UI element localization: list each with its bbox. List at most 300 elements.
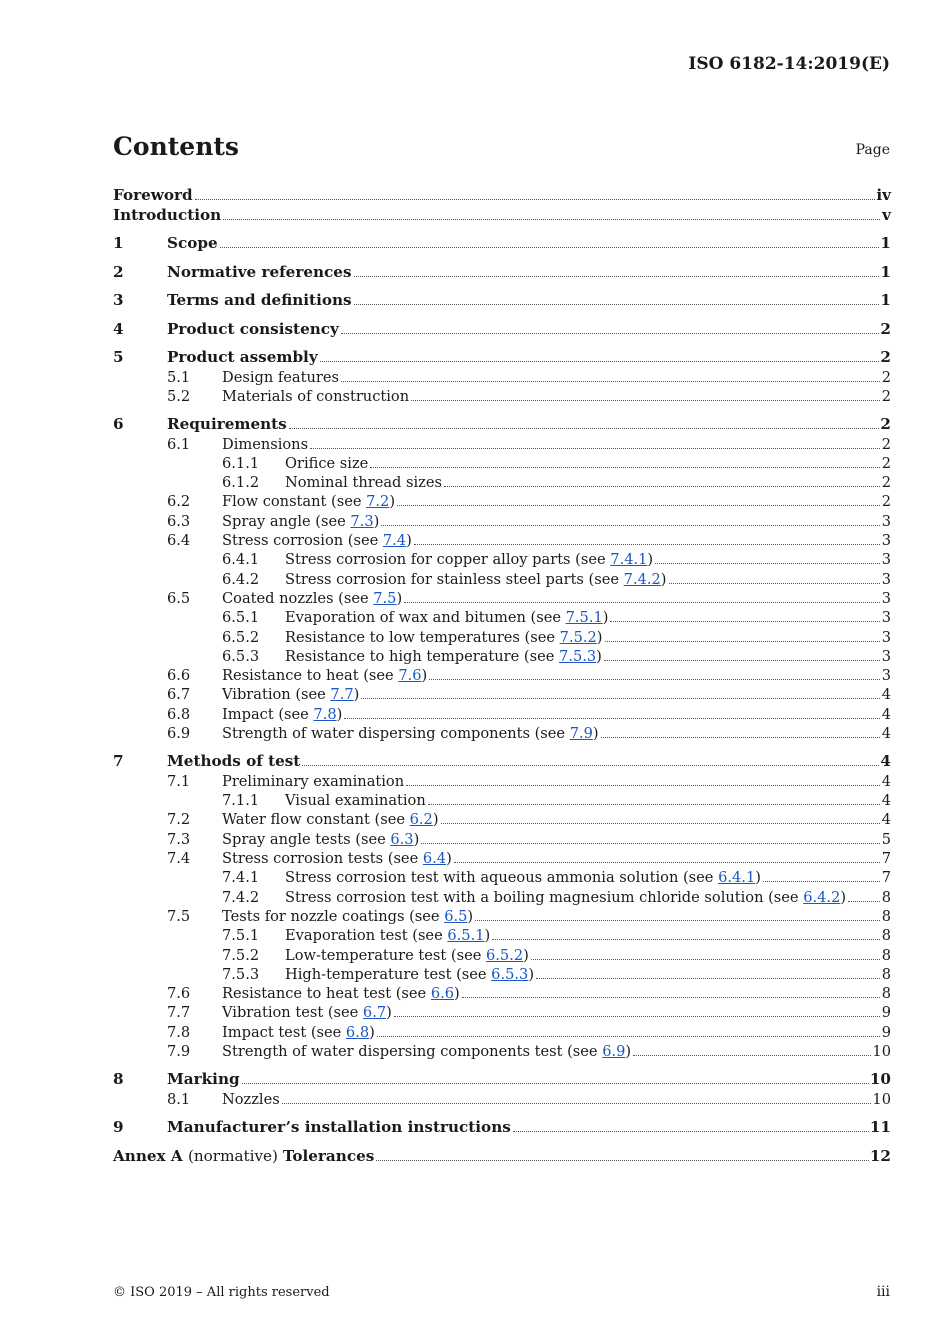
toc-title-text: Preliminary examination xyxy=(222,772,405,790)
cross-reference-link[interactable]: 7.5.1 xyxy=(565,609,603,627)
leader-dots xyxy=(394,1016,880,1017)
toc-entry-title xyxy=(167,320,339,340)
toc-title-text: Spray angle (see xyxy=(222,512,351,530)
toc-entry-page: 2 xyxy=(881,454,891,472)
toc-spacer xyxy=(113,225,891,234)
toc-entry-page: 8 xyxy=(881,907,891,925)
toc-title-text: Stress corrosion tests (see xyxy=(222,850,423,868)
toc-title-text: Water flow constant (see xyxy=(222,811,410,829)
toc-entry-title xyxy=(285,628,603,647)
cross-reference-link[interactable]: 6.5.2 xyxy=(486,946,524,964)
toc-entry-number: 8 xyxy=(113,1070,124,1089)
toc-entry-number: 1 xyxy=(113,234,124,252)
toc-title-text: Stress corrosion for copper alloy parts (see xyxy=(285,551,611,569)
toc-entry-number: 7.5 xyxy=(167,907,191,925)
toc-title-text: Requirements xyxy=(167,415,287,434)
leader-dots xyxy=(414,544,880,545)
toc-entry[interactable] xyxy=(113,387,891,406)
toc-entry-page: 1 xyxy=(880,291,891,309)
toc-entry[interactable] xyxy=(113,589,891,608)
toc-entry[interactable] xyxy=(113,1023,891,1042)
leader-dots xyxy=(411,400,880,401)
toc-entry-page: 9 xyxy=(881,1023,891,1041)
leader-dots xyxy=(376,1160,869,1161)
toc-entry[interactable] xyxy=(113,705,891,724)
toc-entry-number: 6 xyxy=(113,415,124,434)
toc-title-text: Resistance to heat (see xyxy=(222,667,399,685)
leader-dots xyxy=(377,1036,880,1037)
leader-dots xyxy=(454,862,880,863)
toc-entry-page: 10 xyxy=(872,1043,891,1060)
toc-entry[interactable] xyxy=(113,772,891,791)
toc-title-text: ) xyxy=(336,705,343,723)
toc-entry-page: 12 xyxy=(869,1146,891,1165)
toc-entry-number: 7.5.1 xyxy=(222,927,260,945)
toc-entry-number: 7.4 xyxy=(167,850,191,868)
toc-entry[interactable] xyxy=(113,647,891,666)
toc-title-text: Vibration test (see xyxy=(222,1004,363,1022)
toc-entry[interactable] xyxy=(113,263,891,283)
toc-entry-title xyxy=(222,810,439,829)
toc-entry[interactable] xyxy=(113,810,891,829)
toc-title-text: ) xyxy=(396,589,403,607)
cross-reference-link[interactable]: 7.6 xyxy=(398,667,422,685)
toc-title-text: Manufacturer’s installation instructions xyxy=(167,1118,511,1137)
leader-dots xyxy=(354,276,880,277)
toc-entry-number: 5.1 xyxy=(167,368,191,386)
toc-title-text: Orifice size xyxy=(285,454,369,472)
cross-reference-link[interactable]: 7.4.1 xyxy=(610,551,648,569)
toc-entry-page: 8 xyxy=(881,965,891,983)
toc-entry-title xyxy=(285,946,529,965)
toc-entry-page: 1 xyxy=(880,262,891,281)
toc-entry-page: 5 xyxy=(881,830,891,848)
toc-entry-title xyxy=(222,705,342,724)
leader-dots xyxy=(444,486,880,487)
leader-dots xyxy=(341,381,880,382)
toc-entry-title xyxy=(222,512,379,531)
toc-entry[interactable] xyxy=(113,628,891,647)
toc-entry-title xyxy=(285,570,667,589)
cross-reference-link[interactable]: 6.4 xyxy=(422,850,447,868)
toc-title-text: ) xyxy=(467,907,474,925)
cross-reference-link[interactable]: 6.4.2 xyxy=(803,888,841,906)
leader-dots xyxy=(848,901,880,902)
toc-entry-title xyxy=(167,291,352,311)
toc-entry[interactable] xyxy=(113,512,891,531)
cross-reference-link[interactable]: 7.5.3 xyxy=(559,647,597,665)
toc-entry-number: 6.3 xyxy=(167,512,191,530)
toc-entry[interactable] xyxy=(113,1118,891,1138)
toc-title-text: ) xyxy=(625,1043,632,1060)
toc-entry-title xyxy=(285,926,490,945)
toc-entry-number: 4 xyxy=(113,319,124,338)
cross-reference-link[interactable]: 7.4.2 xyxy=(623,570,661,588)
toc-entry-page: 4 xyxy=(881,811,891,829)
toc-entry-page: iv xyxy=(876,186,891,204)
toc-entry-number: 7.5.2 xyxy=(222,946,260,964)
toc-entry[interactable] xyxy=(113,415,891,435)
toc-title-text: Normative references xyxy=(167,262,352,281)
toc-entry-page: 9 xyxy=(881,1004,891,1022)
toc-title-text: ) xyxy=(406,532,412,550)
toc-title-text: ) xyxy=(373,512,380,530)
toc-entry-page: v xyxy=(882,205,891,224)
toc-entry-number: 7 xyxy=(113,752,124,771)
toc-entry[interactable] xyxy=(113,291,891,311)
toc-entry[interactable] xyxy=(113,926,891,945)
toc-entry-page: 8 xyxy=(881,985,891,1003)
toc-entry[interactable] xyxy=(113,666,891,685)
leader-dots xyxy=(344,718,880,719)
cross-reference-link[interactable]: 6.2 xyxy=(409,811,433,829)
cross-reference-link[interactable]: 6.8 xyxy=(345,1023,370,1041)
toc-title-text: ) xyxy=(389,493,396,511)
toc-entry-page: 3 xyxy=(881,570,891,588)
toc-entry[interactable] xyxy=(113,1147,891,1167)
leader-dots xyxy=(421,843,880,844)
leader-dots xyxy=(404,602,880,603)
toc-entry-number: 6.5.1 xyxy=(222,609,260,627)
toc-entry-number: 6.8 xyxy=(167,705,191,723)
cross-reference-link[interactable]: 6.5.3 xyxy=(491,965,529,983)
toc-title-text: Nozzles xyxy=(222,1090,280,1108)
toc-spacer xyxy=(113,743,891,752)
toc-entry-number: 6.7 xyxy=(167,686,191,704)
toc-entry-title xyxy=(167,1118,511,1138)
toc-entry-title xyxy=(222,849,452,868)
toc-entry[interactable] xyxy=(113,234,891,254)
toc-title-text: Tolerances xyxy=(282,1146,375,1165)
toc-entry-number: 7.5.3 xyxy=(222,965,260,983)
toc-title-text: Nominal thread sizes xyxy=(285,474,442,492)
cross-reference-link[interactable]: 6.3 xyxy=(390,830,414,848)
toc-entry-title xyxy=(222,685,359,704)
leader-dots xyxy=(341,333,880,334)
cross-reference-link[interactable]: 6.4.1 xyxy=(718,869,756,887)
toc-entry[interactable] xyxy=(113,348,891,368)
toc-entry-number: 3 xyxy=(113,291,124,309)
leader-dots xyxy=(610,621,880,622)
toc-entry-title xyxy=(222,531,412,550)
toc-title-text: Foreword xyxy=(113,186,193,204)
toc-entry-number: 7.2 xyxy=(167,811,191,829)
toc-title-text: Dimensions xyxy=(222,435,309,453)
leader-dots xyxy=(282,1103,872,1104)
toc-entry-number: 7.9 xyxy=(167,1043,191,1060)
table-of-contents xyxy=(113,186,891,1166)
toc-entry[interactable] xyxy=(113,608,891,627)
toc-entry[interactable] xyxy=(113,186,891,206)
cross-reference-link[interactable]: 7.5.2 xyxy=(559,628,597,646)
toc-entry-page: 4 xyxy=(881,725,891,743)
toc-title-text: ) xyxy=(446,850,452,868)
toc-title-text: Stress corrosion for stainless steel parts (see xyxy=(285,570,624,588)
toc-title-text: ) xyxy=(369,1023,375,1041)
toc-entry-title xyxy=(222,492,395,511)
toc-entry-number: 7.4.1 xyxy=(222,869,260,887)
toc-entry-page: 8 xyxy=(881,946,891,964)
toc-entry[interactable] xyxy=(113,791,891,810)
toc-entry-number: 8.1 xyxy=(167,1090,191,1108)
toc-title-text: Terms and definitions xyxy=(167,291,352,309)
toc-entry[interactable] xyxy=(113,1003,891,1022)
leader-dots xyxy=(763,881,880,882)
toc-title-text: Methods of test xyxy=(167,752,301,771)
toc-entry[interactable] xyxy=(113,849,891,868)
toc-entry-number: 2 xyxy=(113,262,124,281)
toc-entry-page: 7 xyxy=(881,850,891,868)
toc-title-text: Resistance to low temperatures (see xyxy=(285,628,560,646)
toc-entry-number: 6.6 xyxy=(167,667,191,685)
leader-dots xyxy=(302,765,879,766)
toc-entry-title xyxy=(222,830,419,849)
toc-entry-title xyxy=(222,984,460,1003)
toc-entry-page: 3 xyxy=(881,589,891,607)
toc-entry[interactable] xyxy=(113,946,891,965)
toc-entry-number: 7.3 xyxy=(167,830,191,848)
toc-title-text: Stress corrosion test with aqueous ammonia solution (see xyxy=(285,869,719,887)
toc-spacer xyxy=(113,1109,891,1118)
leader-dots xyxy=(428,804,880,805)
toc-entry-number: 6.4.2 xyxy=(222,570,260,588)
toc-entry-title xyxy=(285,888,846,907)
toc-entry-title xyxy=(113,206,221,226)
toc-entry-page: 11 xyxy=(869,1118,891,1137)
leader-dots xyxy=(475,920,880,921)
leader-dots xyxy=(633,1055,871,1056)
leader-dots xyxy=(220,247,880,248)
cross-reference-link[interactable]: 7.4 xyxy=(382,532,407,550)
toc-title-text: Resistance to high temperature (see xyxy=(285,647,560,665)
page-number: iii xyxy=(876,1284,890,1300)
toc-title-text: Design features xyxy=(222,368,339,386)
toc-entry[interactable] xyxy=(113,531,891,550)
toc-spacer xyxy=(113,254,891,263)
toc-title-text: ) xyxy=(484,927,491,945)
toc-entry-page: 2 xyxy=(880,415,891,434)
toc-entry-title xyxy=(167,263,352,283)
toc-entry-number: 6.1.2 xyxy=(222,474,260,492)
leader-dots xyxy=(406,785,880,786)
toc-title-text: ) xyxy=(840,888,847,906)
toc-entry[interactable] xyxy=(113,724,891,743)
toc-entry-title xyxy=(113,1147,374,1167)
toc-entry-page: 8 xyxy=(881,927,891,945)
toc-entry-number: 6.1.1 xyxy=(222,454,260,472)
leader-dots xyxy=(354,304,880,305)
toc-entry[interactable] xyxy=(113,868,891,887)
toc-entry-title xyxy=(222,1023,375,1042)
toc-entry-title xyxy=(222,772,404,791)
toc-title-text: ) xyxy=(523,946,529,964)
toc-entry-number: 9 xyxy=(113,1118,124,1137)
toc-entry-title xyxy=(285,965,534,984)
leader-dots xyxy=(604,660,880,661)
toc-entry[interactable] xyxy=(113,752,891,772)
toc-spacer xyxy=(113,406,891,415)
cross-reference-link[interactable]: 6.5.1 xyxy=(447,927,485,945)
leader-dots xyxy=(289,428,880,429)
toc-entry-title xyxy=(285,647,602,666)
toc-entry[interactable] xyxy=(113,435,891,454)
leader-dots xyxy=(320,361,880,362)
toc-title-text: (normative) xyxy=(187,1146,283,1165)
toc-title-text: Impact test (see xyxy=(222,1023,346,1041)
toc-entry-number: 6.5.3 xyxy=(222,647,260,665)
toc-entry-title xyxy=(167,415,287,435)
toc-entry-title xyxy=(222,387,409,406)
toc-entry-page: 8 xyxy=(881,888,891,906)
toc-entry[interactable] xyxy=(113,368,891,387)
cross-reference-link[interactable]: 7.8 xyxy=(313,705,337,723)
toc-title-text: Scope xyxy=(167,234,218,252)
toc-title-text: Spray angle tests (see xyxy=(222,830,391,848)
toc-entry[interactable] xyxy=(113,984,891,1003)
leader-dots xyxy=(397,505,880,506)
leader-dots xyxy=(655,563,880,564)
toc-spacer xyxy=(113,282,891,291)
cross-reference-link[interactable]: 6.7 xyxy=(362,1004,387,1022)
leader-dots xyxy=(441,823,880,824)
toc-entry[interactable] xyxy=(113,206,891,226)
toc-title-text: ) xyxy=(647,551,654,569)
toc-spacer xyxy=(113,1061,891,1070)
toc-entry-title xyxy=(222,724,599,743)
toc-entry[interactable] xyxy=(113,685,891,704)
toc-entry-page: 2 xyxy=(881,474,891,492)
toc-title-text: Resistance to heat test (see xyxy=(222,985,431,1003)
toc-entry-number: 6.5.2 xyxy=(222,628,260,646)
toc-spacer xyxy=(113,311,891,320)
toc-title-text: ) xyxy=(386,1004,392,1022)
toc-title-text: ) xyxy=(528,965,535,983)
toc-entry-page: 4 xyxy=(881,686,891,704)
toc-entry[interactable] xyxy=(113,888,891,907)
toc-entry-page: 4 xyxy=(880,752,891,771)
toc-title-text: Vibration (see xyxy=(222,686,331,704)
toc-entry-page: 3 xyxy=(881,609,891,627)
toc-entry-page: 3 xyxy=(881,667,891,685)
toc-title-text: Marking xyxy=(167,1070,240,1089)
toc-entry-title xyxy=(167,234,218,254)
leader-dots xyxy=(536,978,880,979)
toc-title-text: Tests for nozzle coatings (see xyxy=(222,907,445,925)
toc-title-text: ) xyxy=(602,609,609,627)
toc-entry[interactable] xyxy=(113,1070,891,1090)
toc-title-text: Introduction xyxy=(113,205,222,224)
toc-entry[interactable] xyxy=(113,570,891,589)
toc-entry[interactable] xyxy=(113,550,891,569)
toc-title-text: ) xyxy=(596,647,602,665)
toc-entry-title xyxy=(167,1070,240,1090)
toc-title-text: High-temperature test (see xyxy=(285,965,492,983)
toc-title-text: Strength of water dispersing components test (see xyxy=(222,1043,603,1060)
toc-entry-title xyxy=(222,435,308,454)
toc-entry-page: 2 xyxy=(880,319,891,338)
toc-entry[interactable] xyxy=(113,492,891,511)
cross-reference-link[interactable]: 7.5 xyxy=(373,589,397,607)
leader-dots xyxy=(462,997,880,998)
toc-entry-number: 6.1 xyxy=(167,435,191,453)
leader-dots xyxy=(531,959,880,960)
toc-entry-title xyxy=(285,454,368,473)
cross-reference-link[interactable]: 6.9 xyxy=(602,1043,626,1060)
toc-title-text: ) xyxy=(454,985,460,1003)
cross-reference-link[interactable]: 6.6 xyxy=(430,985,455,1003)
toc-entry-title xyxy=(285,608,608,627)
toc-entry-page: 2 xyxy=(881,435,891,453)
leader-dots xyxy=(492,939,880,940)
cross-reference-link[interactable]: 7.3 xyxy=(350,512,374,530)
toc-entry[interactable] xyxy=(113,473,891,492)
toc-entry-page: 3 xyxy=(881,647,891,665)
toc-entry-page: 10 xyxy=(869,1070,891,1089)
cross-reference-link[interactable]: 7.7 xyxy=(330,686,354,704)
leader-dots xyxy=(601,737,880,738)
page-title: Contents xyxy=(113,132,240,161)
toc-title-text: ) xyxy=(413,830,420,848)
leader-dots xyxy=(429,679,880,680)
toc-entry[interactable] xyxy=(113,907,891,926)
toc-title-text: Coated nozzles (see xyxy=(222,589,374,607)
leader-dots xyxy=(242,1083,869,1084)
toc-title-text: Stress corrosion test with a boiling magnesium chloride solution (see xyxy=(285,888,804,906)
toc-entry-page: 4 xyxy=(881,705,891,723)
toc-entry-number: 6.4.1 xyxy=(222,551,260,569)
toc-entry-number: 7.7 xyxy=(167,1004,191,1022)
toc-entry[interactable] xyxy=(113,830,891,849)
toc-entry-page: 7 xyxy=(881,869,891,887)
toc-entry-number: 7.1 xyxy=(167,772,191,790)
toc-entry-title xyxy=(222,368,339,387)
copyright-notice: © ISO 2019 – All rights reserved xyxy=(113,1285,330,1300)
toc-entry[interactable] xyxy=(113,965,891,984)
toc-title-text: Annex A xyxy=(113,1146,188,1165)
toc-title-text: ) xyxy=(592,725,599,743)
toc-entry-title xyxy=(222,1003,392,1022)
toc-entry-number: 7.1.1 xyxy=(222,792,260,810)
leader-dots xyxy=(310,448,880,449)
toc-entry-number: 6.4 xyxy=(167,532,191,550)
toc-entry-number: 6.9 xyxy=(167,725,191,743)
toc-title-text: ) xyxy=(432,811,439,829)
toc-entry-page: 2 xyxy=(880,348,891,366)
toc-entry[interactable] xyxy=(113,320,891,340)
toc-entry-page: 2 xyxy=(881,493,891,511)
toc-title-text: Impact (see xyxy=(222,705,314,723)
toc-entry[interactable] xyxy=(113,1042,891,1061)
toc-spacer xyxy=(113,1138,891,1147)
cross-reference-link[interactable]: 7.9 xyxy=(569,725,593,743)
toc-title-text: Flow constant (see xyxy=(222,493,367,511)
toc-entry-title xyxy=(222,1090,280,1109)
toc-entry-title xyxy=(285,550,653,569)
leader-dots xyxy=(381,525,880,526)
toc-entry-number: 7.6 xyxy=(167,985,191,1003)
toc-title-text: Low-temperature test (see xyxy=(285,946,486,964)
toc-title-text: ) xyxy=(421,667,428,685)
cross-reference-link[interactable]: 7.2 xyxy=(366,493,390,511)
toc-entry-page: 2 xyxy=(881,387,891,405)
toc-title-text: ) xyxy=(660,570,667,588)
toc-entry-page: 3 xyxy=(881,628,891,646)
toc-entry-title xyxy=(222,1042,631,1061)
leader-dots xyxy=(669,583,881,584)
toc-entry[interactable] xyxy=(113,1090,891,1109)
cross-reference-link[interactable]: 6.5 xyxy=(444,907,468,925)
toc-entry[interactable] xyxy=(113,454,891,473)
